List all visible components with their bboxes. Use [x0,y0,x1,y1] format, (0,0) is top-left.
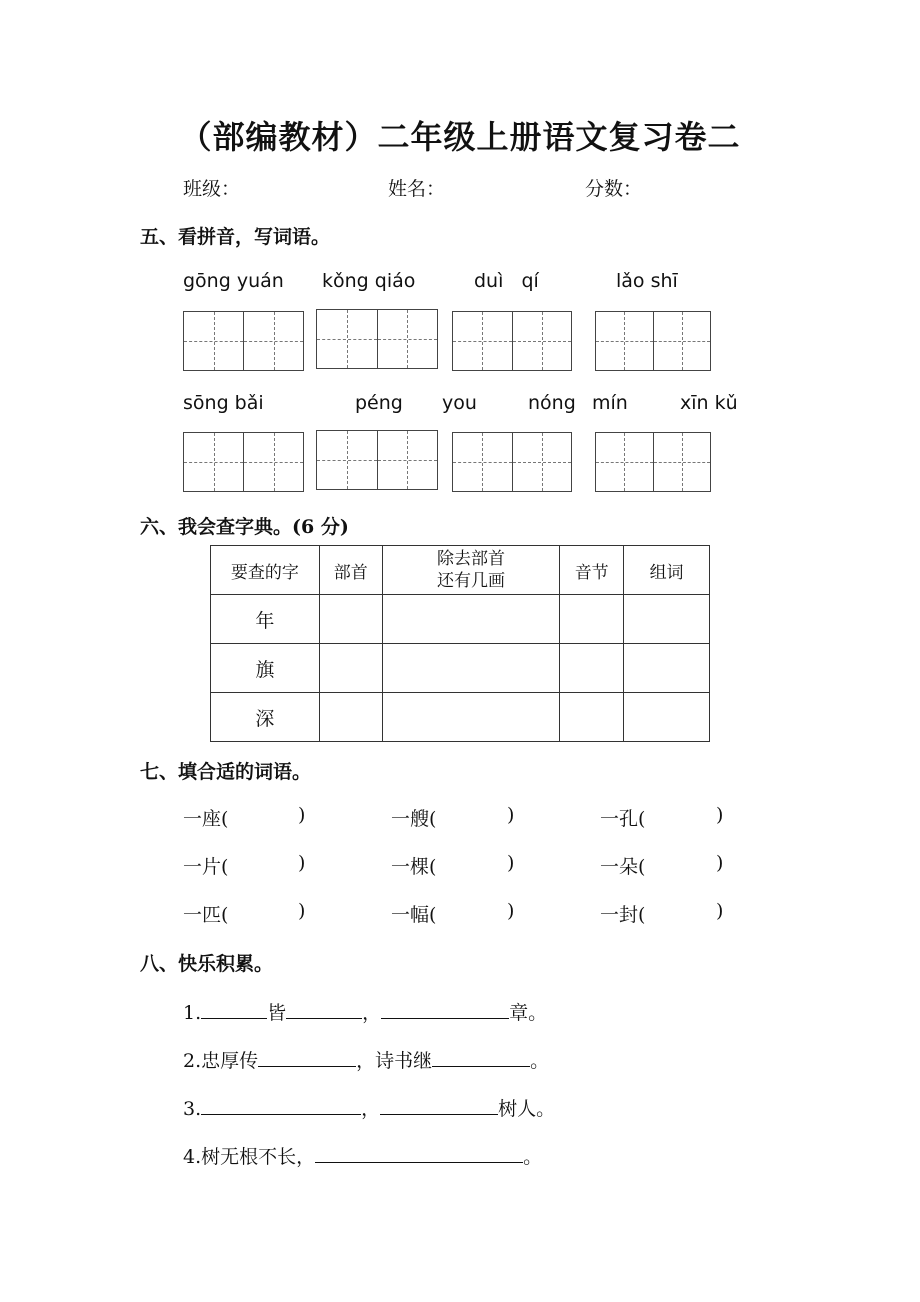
table-row [211,644,710,693]
blank[interactable] [315,1144,523,1163]
table-row [211,595,710,644]
section-5-heading: 五、看拼音，写词语。 [140,226,331,248]
writing-grid[interactable] [595,432,711,492]
pinyin-label: mín [592,392,628,414]
measure-word: 一座( [183,808,229,830]
close-paren: ) [507,804,515,826]
accumulation-line-2 [183,1046,549,1073]
blank[interactable] [286,1000,362,1019]
measure-word: 一封( [600,904,646,926]
pinyin-label: péng [355,392,403,414]
line-text: 章。 [509,1002,548,1024]
answer-cell[interactable] [560,595,624,644]
blank[interactable] [380,1096,498,1115]
header-line: 除去部首 [436,549,505,569]
lookup-char: 深 [211,693,320,742]
class-label: 班级： [183,178,241,200]
pinyin-label: sōng bǎi [183,392,264,414]
writing-grid[interactable] [183,432,304,492]
close-paren: ) [716,900,724,922]
close-paren: ) [507,852,515,874]
answer-cell[interactable] [560,693,624,742]
line-text: ， [362,1002,382,1024]
answer-cell[interactable] [319,644,382,693]
close-paren: ) [716,804,724,826]
line-text: ， [361,1098,381,1120]
dictionary-table [210,545,710,742]
close-paren: ) [298,852,306,874]
writing-grid[interactable] [183,311,304,371]
line-text: 。 [523,1146,543,1168]
answer-cell[interactable] [560,644,624,693]
line-text: 皆 [267,1002,287,1024]
answer-cell[interactable] [624,595,710,644]
blank[interactable] [432,1048,530,1067]
blank[interactable] [258,1048,356,1067]
writing-grid[interactable] [452,432,572,492]
table-header-row [211,546,710,595]
section-6-heading: 六、我会查字典。(6 分) [140,516,349,538]
answer-cell[interactable] [382,644,560,693]
line-text: ，诗书继 [356,1050,433,1072]
writing-grid[interactable] [316,430,438,490]
line-text: 。 [530,1050,550,1072]
close-paren: ) [298,804,306,826]
blank[interactable] [381,1000,509,1019]
measure-word: 一孔( [600,808,646,830]
measure-word: 一棵( [391,856,437,878]
measure-word: 一匹( [183,904,229,926]
header-cell [382,546,560,595]
table-row [211,693,710,742]
pinyin-label: duì qí [474,270,539,292]
name-label: 姓名： [388,178,446,200]
header-cell: 组词 [624,546,710,595]
lookup-char: 旗 [211,644,320,693]
line-text: 2.忠厚传 [183,1050,259,1072]
answer-cell[interactable] [624,644,710,693]
section-8-heading: 八、快乐积累。 [140,953,274,975]
pinyin-label: you [442,392,477,414]
accumulation-line-1 [183,998,547,1025]
line-text: 树人。 [498,1098,556,1120]
answer-cell[interactable] [624,693,710,742]
blank[interactable] [201,1000,267,1019]
lookup-char: 年 [211,595,320,644]
writing-grid[interactable] [316,309,438,369]
pinyin-label: nóng [528,392,576,414]
header-line: 还有几画 [436,571,505,591]
measure-word-row [0,852,920,878]
measure-word-row [0,804,920,830]
close-paren: ) [298,900,306,922]
close-paren: ) [716,852,724,874]
header-cell: 部首 [319,546,382,595]
header-cell: 音节 [560,546,624,595]
answer-cell[interactable] [319,595,382,644]
header-cell: 要查的字 [211,546,320,595]
line-text: 1. [183,1002,202,1024]
pinyin-label: xīn kǔ [680,392,738,414]
accumulation-line-3 [183,1094,555,1121]
answer-cell[interactable] [382,595,560,644]
measure-word: 一朵( [600,856,646,878]
line-text: 4.树无根不长， [183,1146,316,1168]
page-title: （部编教材）二年级上册语文复习卷二 [179,118,741,156]
answer-cell[interactable] [382,693,560,742]
section-7-heading: 七、填合适的词语。 [140,761,312,783]
close-paren: ) [507,900,515,922]
accumulation-line-4 [183,1142,542,1169]
measure-word: 一片( [183,856,229,878]
answer-cell[interactable] [319,693,382,742]
measure-word: 一艘( [391,808,437,830]
writing-grid[interactable] [452,311,572,371]
pinyin-label: kǒng qiáo [322,270,416,292]
pinyin-label: lǎo shī [616,270,678,292]
measure-word: 一幅( [391,904,437,926]
line-text: 3. [183,1098,202,1120]
blank[interactable] [201,1096,361,1115]
score-label: 分数： [585,178,643,200]
measure-word-row [0,900,920,926]
writing-grid[interactable] [595,311,711,371]
pinyin-label: gōng yuán [183,270,284,292]
